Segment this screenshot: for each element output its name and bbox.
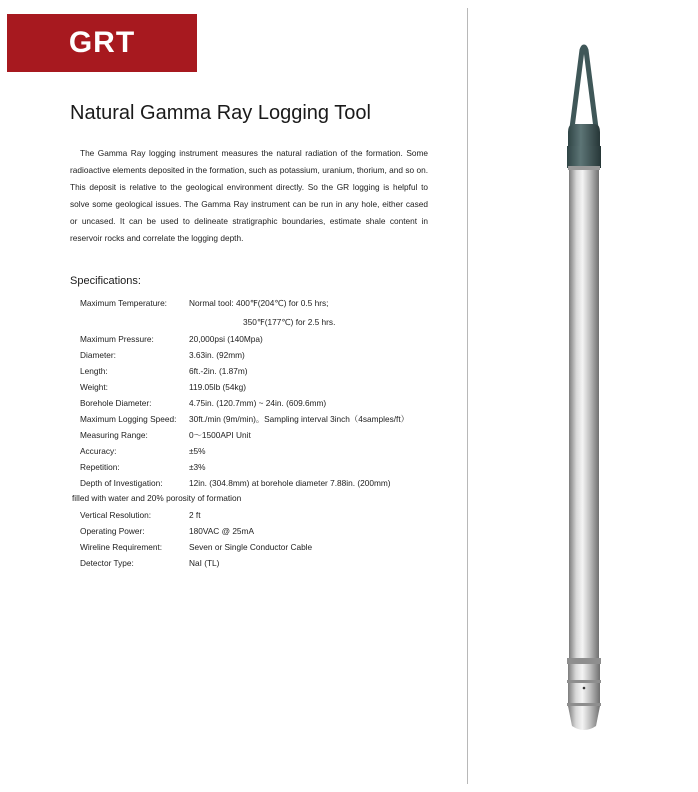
spec-label: Length: [80, 366, 108, 376]
spec-value: 3.63in. (92mm) [189, 350, 245, 360]
spec-value: 119.05lb (54kg) [189, 382, 247, 392]
column-divider [467, 8, 468, 784]
spec-value: 30ft./min (9m/min)。Sampling interval 3inch（4samples/ft） [189, 414, 409, 424]
spec-label: Diameter: [80, 350, 116, 360]
spec-value: ±3% [189, 462, 206, 472]
spec-value: NaI (TL) [189, 558, 220, 568]
spec-value-continuation: filled with water and 20% porosity of formation [72, 493, 242, 503]
banner-text: GRT [68, 26, 136, 59]
spec-label: Weight: [80, 382, 108, 392]
intro-paragraph: The Gamma Ray logging instrument measures the natural radiation of the formation. Some radioactive elements deposited in the formation, such as potassium, uranium, thorium, and so on. This deposit is relative to the geological environment directly. So the GR logging is helpful to solve some geological issues. The Gamma Ray instrument can be run in any hole, either cased or uncased. It can be used to delineate stratigraphic boundaries, estimate shale content in reservoir rocks and correlate the logging depth. [70, 148, 428, 243]
spec-value: 180VAC @ 25mA [189, 526, 254, 536]
spec-label: Repetition: [80, 462, 120, 472]
spec-label: Vertical Resolution: [80, 510, 152, 520]
spec-value: ±5% [189, 446, 206, 456]
specifications-list [0, 0, 460, 600]
spec-label: Maximum Logging Speed: [80, 414, 177, 424]
spec-value: 6ft.-2in. (1.87m) [189, 366, 248, 376]
spec-label: Accuracy: [80, 446, 117, 456]
spec-label: Operating Power: [80, 526, 145, 536]
specifications-heading: Specifications: [70, 275, 141, 287]
spec-value: Seven or Single Conductor Cable [189, 542, 313, 552]
spec-value: Normal tool: 400℉(204℃) for 0.5 hrs; [189, 298, 329, 308]
spec-label: Measuring Range: [80, 430, 148, 440]
spec-label: Detector Type: [80, 558, 134, 568]
spec-label: Borehole Diameter: [80, 398, 152, 408]
spec-value: 4.75in. (120.7mm) ~ 24in. (609.6mm) [189, 398, 327, 408]
spec-value: 0～1500API Unit [189, 430, 251, 440]
spec-value: 20,000psi (140Mpa) [189, 334, 263, 344]
spec-label: Maximum Pressure: [80, 334, 154, 344]
spec-label: Maximum Temperature: [80, 298, 167, 308]
logging-tool-image [548, 40, 618, 740]
spec-value: 12in. (304.8mm) at borehole diameter 7.88in. (200mm) [189, 478, 391, 488]
spec-value: 2 ft [189, 510, 201, 520]
spec-label: Wireline Requirement: [80, 542, 163, 552]
page-title: Natural Gamma Ray Logging Tool [70, 102, 371, 124]
spec-label: Depth of Investigation: [80, 478, 163, 488]
spec-value-continuation: 350℉(177℃) for 2.5 hrs. [243, 317, 336, 327]
